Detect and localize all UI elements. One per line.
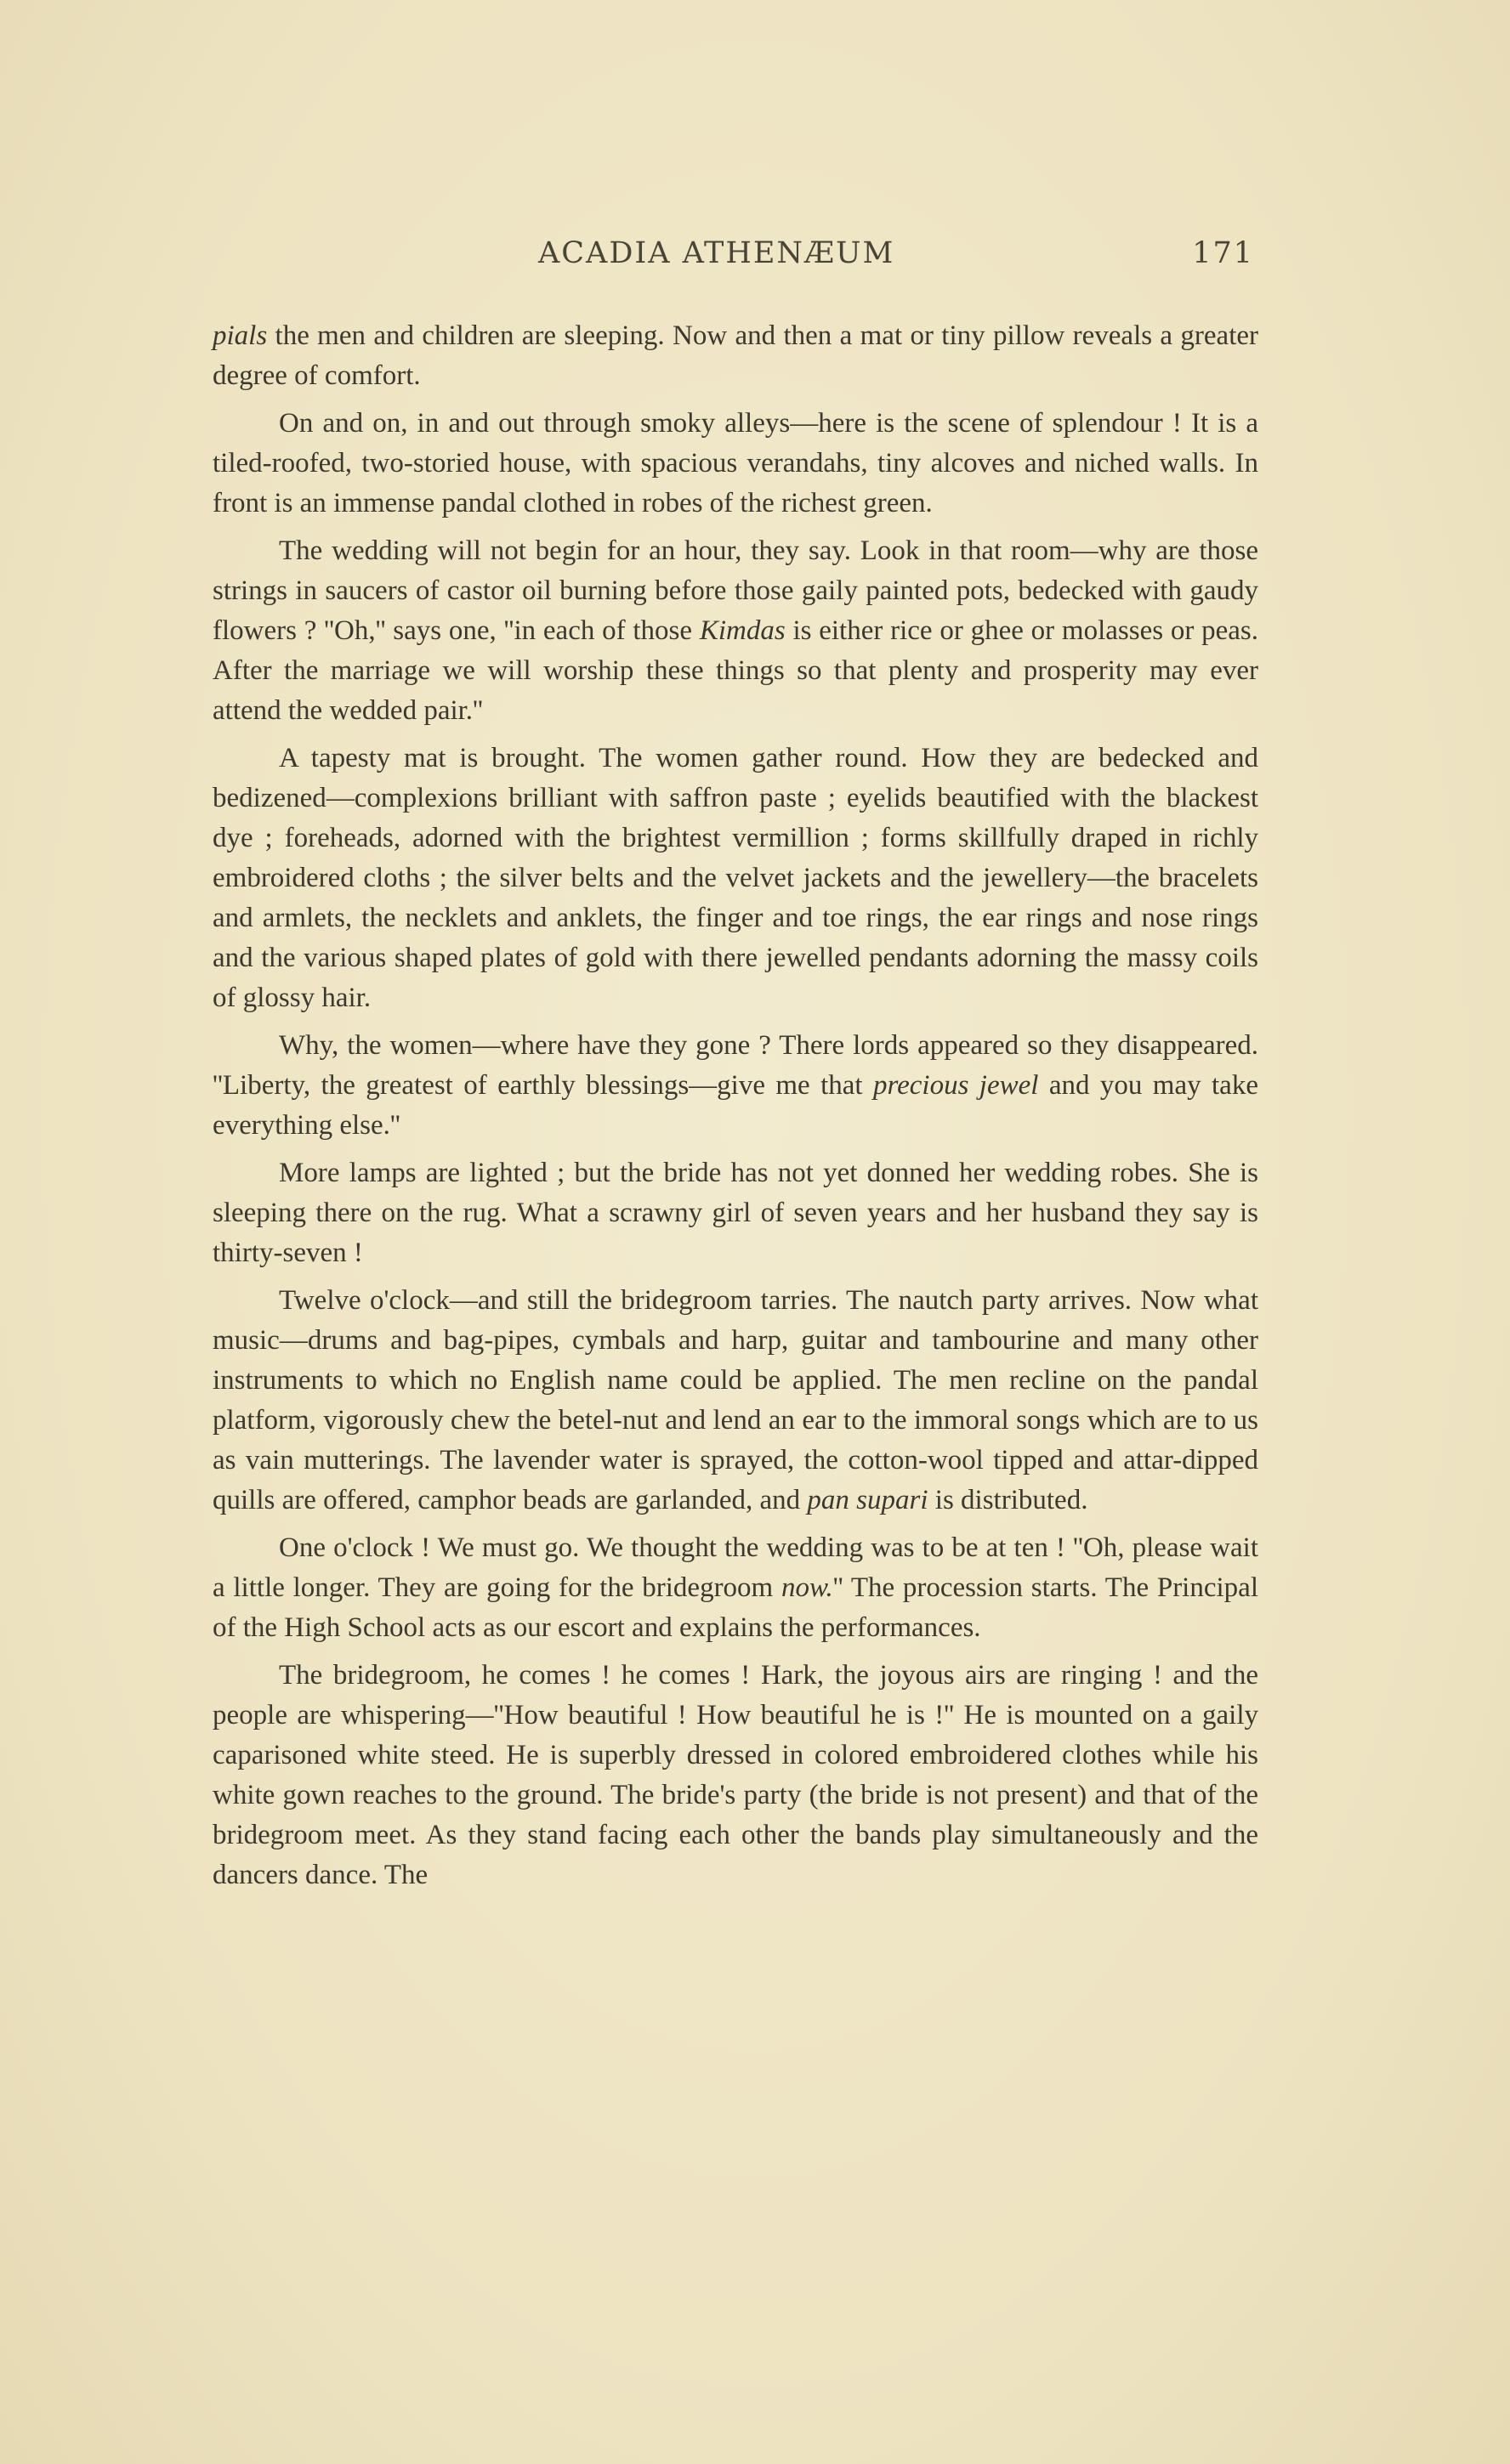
italic-term: pan supari: [807, 1485, 928, 1515]
paragraph: One o'clock ! We must go. We thought the wedding was to be at ten ! ''Oh, please wait a little longer. They are going for the bridegroom now.'' The procession starts. The Principal of the High School acts as our escort and explains the performances.: [213, 1532, 1258, 1643]
page-number: 171: [1192, 236, 1254, 270]
running-header: [213, 236, 1258, 279]
paragraph: More lamps are lighted ; but the bride has not yet donned her wedding robes. She is sleeping there on the rug. What a scrawny girl of seven years and her husband they say is thirty-seven !: [213, 1158, 1258, 1268]
italic-term: Kimdas: [699, 615, 786, 646]
paragraph: pials the men and children are sleeping. Now and then a mat or tiny pillow reveals a greater degree of comfort.: [213, 320, 1258, 391]
paragraph: On and on, in and out through smoky alleys—here is the scene of splendour ! It is a tiled-roofed, two-storied house, with spacious verandahs, tiny alcoves and niched walls. In front is an immense pandal clothed in robes of the richest green.: [213, 408, 1258, 518]
italic-term: now.: [781, 1572, 833, 1603]
italic-term: pials: [213, 320, 268, 351]
article-body: [213, 316, 1258, 1903]
paragraph: A tapesty mat is brought. The women gather round. How they are bedecked and bedizened—complexions brilliant with saffron paste ; eyelids beautified with the blackest dye ; foreheads, adorned with the brightest vermillion ; forms skillfully draped in richly embroidered cloths ; the silver belts and the velvet jackets and the jewellery—the bracelets and armlets, the necklets and anklets, the finger and toe rings, the ear rings and nose rings and the various shaped plates of gold with there jewelled pendants adorning the massy coils of glossy hair.: [213, 743, 1258, 1013]
paragraph: Why, the women—where have they gone ? There lords appeared so they disappeared. ''Liberty, the greatest of earthly blessings—give me that precious jewel and you may take everything else.'': [213, 1030, 1258, 1141]
italic-term: precious jewel: [872, 1070, 1039, 1101]
paragraph: The bridegroom, he comes ! he comes ! Hark, the joyous airs are ringing ! and the people are whispering—''How beautiful ! How beautiful he is !'' He is mounted on a gaily caparisoned white steed. He is superbly dressed in colored embroidered clothes while his white gown reaches to the ground. The bride's party (the bride is not present) and that of the bridegroom meet. As they stand facing each other the bands play simultaneously and the dancers dance. The: [213, 1660, 1258, 1890]
paragraph: The wedding will not begin for an hour, they say. Look in that room—why are those strings in saucers of castor oil burning before those gaily painted pots, bedecked with gaudy flowers ? ''Oh,'' says one, ''in each of those Kimdas is either rice or ghee or molasses or peas. After the marriage we will worship these things so that plenty and prosperity may ever attend the wedded pair.'': [213, 535, 1259, 726]
paragraph: Twelve o'clock—and still the bridegroom tarries. The nautch party arrives. Now what music—drums and bag-pipes, cymbals and harp, guitar and tambourine and many other instruments to which no English name could be applied. The men recline on the pandal platform, vigorously chew the betel-nut and lend an ear to the immoral songs which are to us as vain mutterings. The lavender water is sprayed, the cotton-wool tipped and attar-dipped quills are offered, camphor beads are garlanded, and pan supari is distributed.: [213, 1285, 1258, 1515]
journal-title: ACADIA ATHENÆUM: [538, 236, 895, 270]
